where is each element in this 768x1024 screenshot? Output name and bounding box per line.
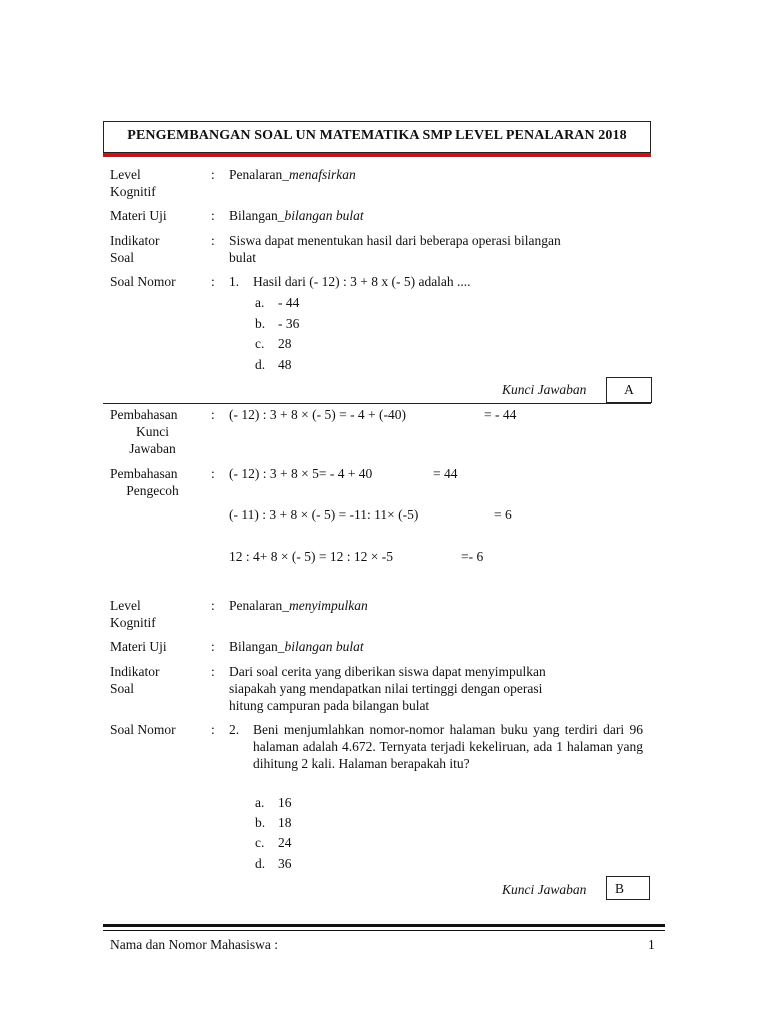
level-value [229, 597, 368, 614]
level-label-line2: Kognitif [110, 184, 156, 199]
colon: : [211, 639, 215, 654]
colon: : [211, 233, 215, 248]
pengecoh-result: =- 6 [461, 549, 484, 564]
materi-value-text: Bilangan_ [229, 639, 285, 654]
pembahasan-kunci-label-line3: Jawaban [129, 441, 176, 456]
answer-key-box: A [606, 377, 652, 403]
option-value: 28 [278, 336, 292, 351]
footer-rule-thin [103, 930, 665, 931]
level-value-italic: menyimpulkan [288, 598, 368, 613]
option-value: - 44 [278, 295, 300, 310]
option-value: 24 [278, 835, 292, 850]
materi-value-text: Bilangan_ [229, 208, 285, 223]
indikator-label-line1: Indikator [110, 233, 160, 248]
materi-label: Materi Uji [110, 208, 167, 223]
option-letter: a. [255, 795, 265, 810]
option-value: - 36 [278, 316, 300, 331]
indikator-label-line1: Indikator [110, 664, 160, 679]
question-text: Hasil dari (- 12) : 3 + 8 x (- 5) adalah .... [253, 274, 471, 289]
level-value [229, 166, 356, 183]
colon: : [211, 167, 215, 182]
indikator-line: Dari soal cerita yang diberikan siswa dapat menyimpulkan [229, 664, 546, 679]
header-box [103, 121, 651, 153]
colon: : [211, 664, 215, 679]
pembahasan-result: = - 44 [484, 407, 517, 422]
option-letter: b. [255, 316, 266, 331]
pembahasan-pengecoh-label-line1: Pembahasan [110, 466, 178, 481]
indikator-label-line2: Soal [110, 250, 135, 265]
option-letter: a. [255, 295, 265, 310]
soal-label: Soal Nomor [110, 722, 176, 737]
indikator-label-line2: Soal [110, 681, 135, 696]
colon: : [211, 407, 215, 422]
option-letter: c. [255, 835, 265, 850]
answer-key-box: B [606, 876, 650, 900]
option-value: 48 [278, 357, 292, 372]
pembahasan-expression: (- 12) : 3 + 8 × (- 5) = - 4 + (-40) [229, 407, 407, 422]
pembahasan-kunci-label-line1: Pembahasan [110, 407, 178, 422]
pengecoh-expression: (- 12) : 3 + 8 × 5= - 4 + 40 [229, 466, 373, 481]
materi-value-italic: bilangan bulat [284, 639, 364, 654]
question-text: Beni menjumlahkan nomor-nomor halaman buku yang terdiri dari 96 halaman adalah 4.672. Ternyata terjadi kekeliruan, ada 1 halaman yang dihitung 2 kali. Halaman berapakah itu? [253, 722, 643, 772]
colon: : [211, 208, 215, 223]
indikator-line: Siswa dapat menentukan hasil dari beberapa operasi bilangan [229, 233, 561, 248]
option-letter: d. [255, 856, 266, 871]
level-value-text: Penalaran_ [229, 167, 289, 182]
footer-rule-thick [103, 924, 665, 927]
indikator-line: siapakah yang mendapatkan nilai tertinggi dengan operasi [229, 681, 543, 696]
soal-label: Soal Nomor [110, 274, 176, 289]
pengecoh-expression: (- 11) : 3 + 8 × (- 5) = -11: 11× (-5) [229, 507, 419, 522]
level-label-line2: Kognitif [110, 615, 156, 630]
indikator-line: bulat [229, 250, 256, 265]
level-label-line1: Level [110, 167, 141, 182]
option-letter: c. [255, 336, 265, 351]
section-divider [103, 403, 651, 404]
level-value-text: Penalaran_ [229, 598, 289, 613]
level-value-italic: menafsirkan [288, 167, 356, 182]
header-accent-bar [103, 153, 651, 157]
option-value: 18 [278, 815, 292, 830]
materi-value [229, 207, 364, 224]
page-number: 1 [648, 937, 655, 952]
pengecoh-result: = 6 [494, 507, 512, 522]
option-letter: d. [255, 357, 266, 372]
pengecoh-expression: 12 : 4+ 8 × (- 5) = 12 : 12 × -5 [229, 549, 393, 564]
materi-value-italic: bilangan bulat [284, 208, 364, 223]
materi-value [229, 638, 364, 655]
question-number: 1. [229, 274, 240, 289]
colon: : [211, 598, 215, 613]
materi-label: Materi Uji [110, 639, 167, 654]
option-value: 36 [278, 856, 292, 871]
footer-student-label: Nama dan Nomor Mahasiswa : [110, 937, 278, 952]
colon: : [211, 466, 215, 481]
question-number: 2. [229, 722, 240, 737]
page-title: PENGEMBANGAN SOAL UN MATEMATIKA SMP LEVEL PENALARAN 2018 [127, 128, 627, 143]
answer-key-label: Kunci Jawaban [502, 882, 587, 897]
option-value: 16 [278, 795, 292, 810]
answer-key-label: Kunci Jawaban [502, 382, 587, 397]
colon: : [211, 274, 215, 289]
level-label-line1: Level [110, 598, 141, 613]
colon: : [211, 722, 215, 737]
pengecoh-result: = 44 [433, 466, 458, 481]
indikator-line: hitung campuran pada bilangan bulat [229, 698, 430, 713]
pembahasan-kunci-label-line2: Kunci [136, 424, 169, 439]
pembahasan-pengecoh-label-line2: Pengecoh [126, 483, 179, 498]
option-letter: b. [255, 815, 266, 830]
